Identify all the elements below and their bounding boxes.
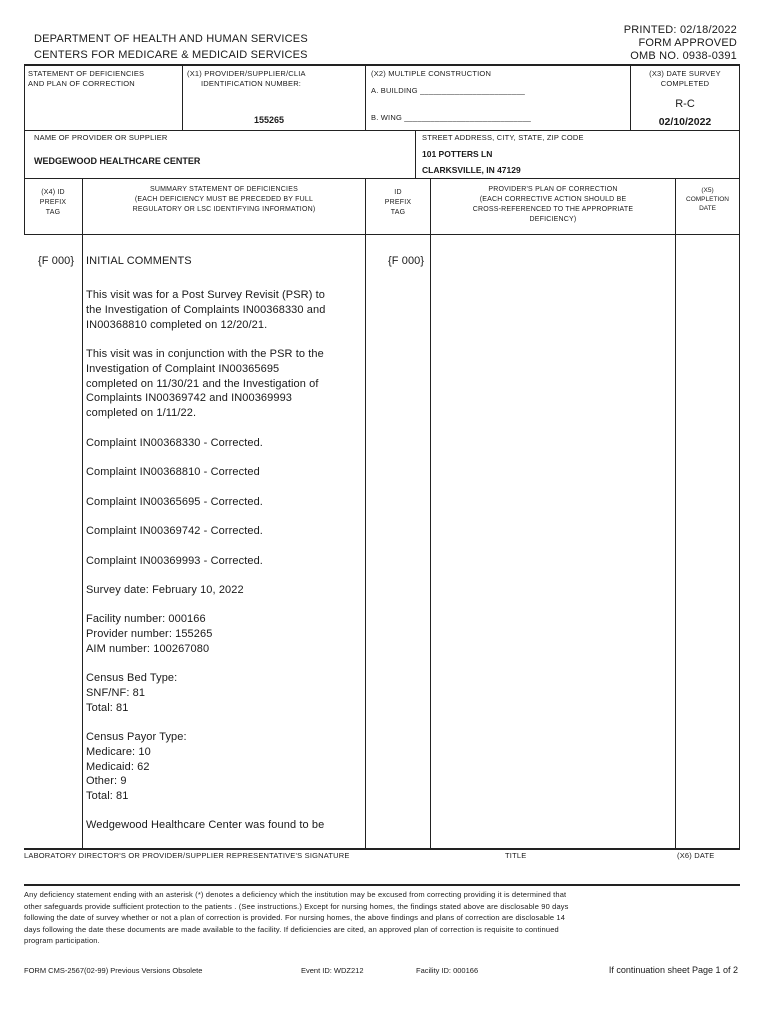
x4-header-2: PREFIX [39, 199, 67, 206]
text-line: SNF/NF: 81 [86, 686, 146, 699]
plan-header-2: (EACH CORRECTIVE ACTION SHOULD BE [479, 196, 627, 203]
x5-header-2: COMPLETION [686, 196, 729, 203]
title-label: TITLE [505, 851, 527, 860]
id-header-1: ID [394, 189, 402, 196]
address-line-2: CLARKSVILLE, IN 47129 [422, 165, 521, 175]
x1-label-1: (X1) PROVIDER/SUPPLIER/CLIA [187, 69, 306, 78]
department-line-2: CENTERS FOR MEDICARE & MEDICAID SERVICES [34, 49, 308, 61]
address-label: STREET ADDRESS, CITY, STATE, ZIP CODE [422, 133, 584, 142]
disclaimer [24, 889, 569, 947]
building-field: A. BUILDING ________________________ [371, 86, 525, 95]
department-line-1: DEPARTMENT OF HEALTH AND HUMAN SERVICES [34, 33, 308, 45]
header-bottom-rule [24, 234, 740, 235]
col-divider-summary [365, 178, 366, 848]
text-line: IN00368810 completed on 12/20/21. [86, 318, 268, 331]
omb-number: OMB NO. 0938-0391 [630, 50, 737, 62]
disclaimer-line: following the date of survey whether or not a plan of correction is provided. For nursing homes, the above findings and plans of correction are disclosable 14 [24, 913, 566, 923]
col-divider-plan [675, 178, 676, 848]
paragraph-conjunction [86, 347, 324, 421]
x2-label: (X2) MULTIPLE CONSTRUCTION [371, 69, 492, 78]
paragraph-psr [86, 288, 325, 332]
form-number: FORM CMS-2567(02-99) Previous Versions Obsolete [24, 966, 203, 975]
provider-name: WEDGEWOOD HEALTHCARE CENTER [34, 156, 201, 166]
complaint-1: Complaint IN00368330 - Corrected. [86, 437, 263, 449]
x4-header-1: (X4) ID [41, 189, 65, 196]
id-header-2: PREFIX [384, 199, 412, 206]
statement-label-1: STATEMENT OF DEFICIENCIES [28, 69, 145, 78]
signature-label: LABORATORY DIRECTOR'S OR PROVIDER/SUPPLIER REPRESENTATIVE'S SIGNATURE [24, 851, 350, 860]
right-border [739, 64, 740, 848]
top-rule [24, 64, 740, 66]
prefix-tag-right: {F 000} [388, 255, 425, 267]
plan-header-1: PROVIDER'S PLAN OF CORRECTION [488, 186, 618, 193]
signature-bottom-rule [24, 884, 740, 886]
summary-header-1: SUMMARY STATEMENT OF DEFICIENCIES [150, 186, 298, 193]
text-line: Census Payor Type: [86, 731, 187, 743]
x3-label-1: (X3) DATE SURVEY [649, 69, 721, 78]
complaint-4: Complaint IN00369742 - Corrected. [86, 525, 263, 537]
initial-comments-heading: INITIAL COMMENTS [86, 255, 192, 267]
closing-line: Wedgewood Healthcare Center was found to be [86, 819, 325, 831]
disclaimer-line: Any deficiency statement ending with an asterisk (*) denotes a deficiency which the institution may be excused from correcting providing it is determined that [24, 890, 567, 899]
summary-header-3: REGULATORY OR LSC IDENTIFYING INFORMATION) [132, 206, 316, 213]
census-payor-type [86, 730, 187, 804]
text-line: Complaints IN00369742 and IN00369993 [86, 392, 293, 405]
text-line: Provider number: 155265 [86, 627, 213, 640]
text-line: Investigation of Complaint IN00365695 [86, 362, 280, 375]
row-rule-1 [24, 130, 740, 131]
text-line: Medicaid: 62 [86, 760, 150, 773]
x5-header-3: DATE [699, 205, 716, 212]
text-line: AIM number: 100267080 [86, 642, 210, 655]
text-line: This visit was for a Post Survey Revisit (PSR) to [86, 289, 326, 301]
survey-completed-date: 02/10/2022 [658, 116, 712, 128]
prefix-tag-left: {F 000} [38, 255, 75, 267]
disclaimer-line: other safeguards provide sufficient protection to the patients . (See instructions.) Except for nursing homes, the findings stated above are disclosable 90 days [24, 901, 569, 911]
provider-id-number: 155265 [254, 115, 285, 125]
text-line: Medicare: 10 [86, 745, 151, 758]
statement-label-2: AND PLAN OF CORRECTION [28, 79, 135, 88]
printed-date: PRINTED: 02/18/2022 [623, 24, 737, 36]
text-line: Other: 9 [86, 775, 127, 788]
survey-date: Survey date: February 10, 2022 [86, 584, 244, 596]
date-label: (X6) DATE [677, 851, 715, 860]
provider-name-label: NAME OF PROVIDER OR SUPPLIER [34, 133, 168, 142]
continuation-sheet: If continuation sheet Page 1 of 2 [608, 965, 738, 975]
plan-header-3: CROSS-REFERENCED TO THE APPROPRIATE [472, 206, 634, 213]
id-header-3: TAG [390, 209, 406, 216]
text-line: the Investigation of Complaints IN00368330 and [86, 303, 326, 316]
form-approved: FORM APPROVED [638, 37, 737, 49]
x1-divider [182, 64, 183, 130]
disclaimer-line: program participation. [24, 936, 100, 946]
event-id: Event ID: WDZ212 [301, 966, 364, 975]
text-line: Facility number: 000166 [86, 613, 206, 625]
address-divider [415, 130, 416, 178]
text-line: Census Bed Type: [86, 672, 178, 684]
complaint-5: Complaint IN00369993 - Corrected. [86, 555, 263, 567]
disclaimer-line: days following the date these documents are made available to the facility. If deficiencies are cited, an approved plan of correction is requisite to continued [24, 924, 559, 934]
plan-header-4: DEFICIENCY) [529, 216, 577, 223]
row-rule-2 [24, 178, 740, 179]
x5-header-1: (X5) [701, 187, 714, 194]
x3-label-2: COMPLETED [660, 79, 710, 88]
text-line: completed on 11/30/21 and the Investigation of [86, 377, 319, 390]
summary-header-2: (EACH DEFICIENCY MUST BE PRECEDED BY FULL [134, 196, 314, 203]
x1-label-2: IDENTIFICATION NUMBER: [201, 79, 302, 88]
col-divider-id [430, 178, 431, 848]
census-bed-type [86, 671, 177, 715]
table-bottom-rule [24, 848, 740, 850]
x4-header-3: TAG [45, 209, 61, 216]
text-line: Total: 81 [86, 701, 129, 714]
complaint-3: Complaint IN00365695 - Corrected. [86, 496, 263, 508]
complaint-2: Complaint IN00368810 - Corrected [86, 466, 260, 478]
facility-numbers [86, 612, 212, 656]
text-line: This visit was in conjunction with the PSR to the [86, 348, 324, 360]
text-line: completed on 1/11/22. [86, 407, 197, 420]
address-line-1: 101 POTTERS LN [422, 149, 493, 159]
text-line: Total: 81 [86, 790, 129, 803]
wing-field: B. WING _____________________________ [371, 113, 532, 122]
x2-divider [365, 64, 366, 130]
facility-id: Facility ID: 000166 [416, 966, 479, 975]
col-divider-prefix [82, 178, 83, 848]
survey-code: R-C [675, 98, 695, 110]
